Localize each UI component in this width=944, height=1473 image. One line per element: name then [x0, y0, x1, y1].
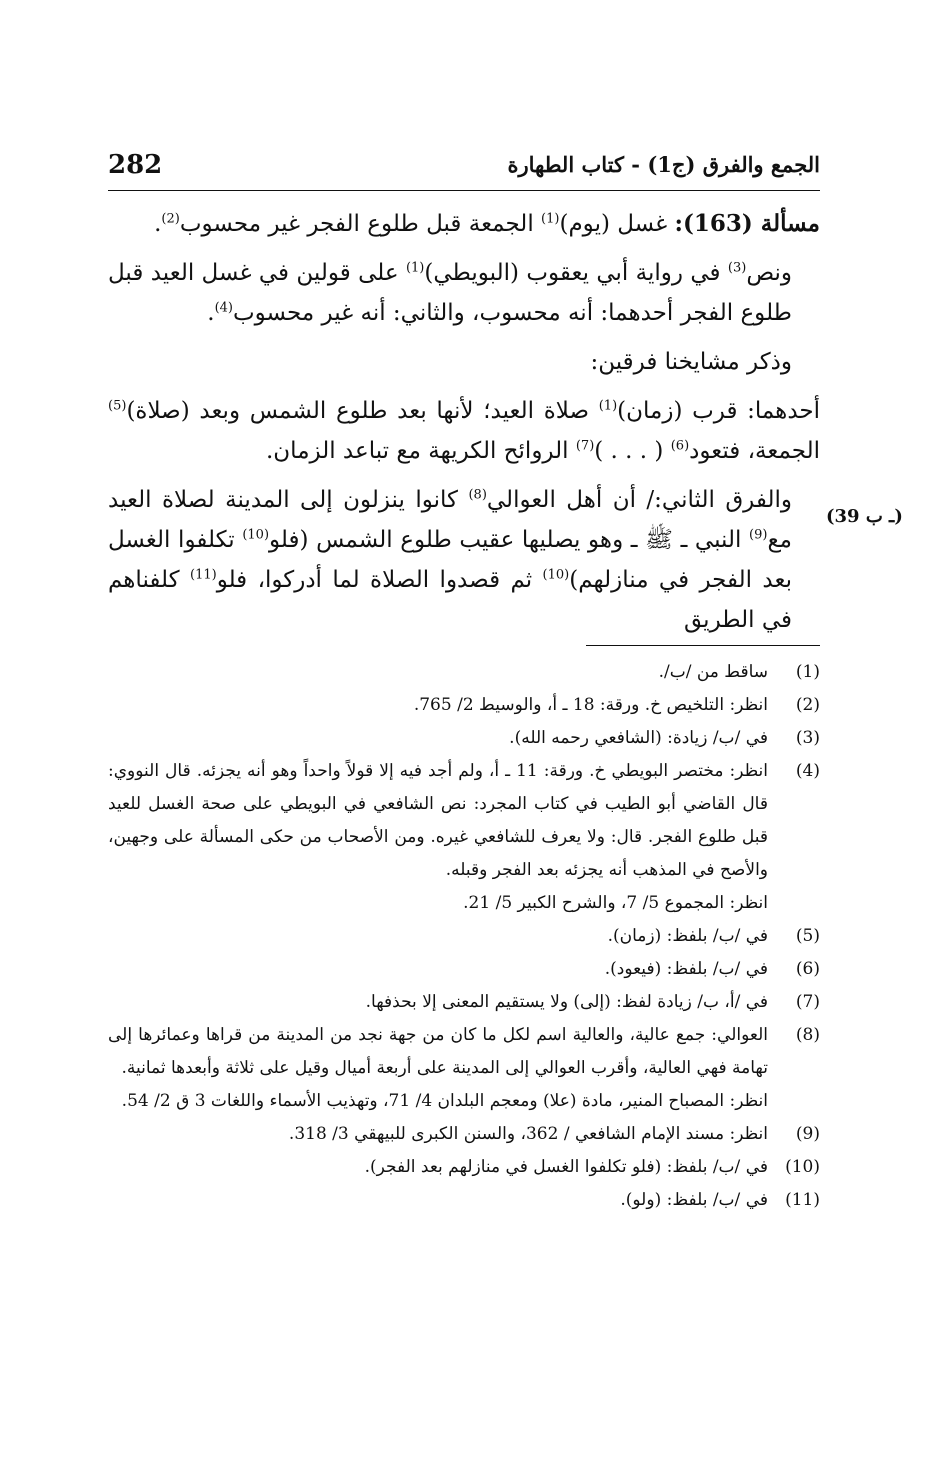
footnote-ref: (9)	[749, 527, 768, 543]
footnote-text: انظر: التلخيص خ. ورقة: 18 ـ أ، والوسيط 2/ 765.	[413, 695, 768, 715]
text-span: وذكر مشايخنا فرقين:	[590, 349, 792, 375]
footnote-continuation: انظر: المجموع 5/ 7، والشرح الكبير 5/ 21.	[463, 893, 768, 913]
footnote-text: في /ب/ بلفظ: (فيعود).	[604, 959, 768, 979]
footnote-number: (1)	[795, 662, 820, 682]
footnote-number: (5)	[795, 926, 820, 946]
footnote	[108, 1151, 820, 1184]
footnote-number: (4)	[795, 761, 820, 781]
paragraph-text	[108, 391, 820, 471]
footnote-ref: (10)	[542, 567, 570, 583]
paragraph-text	[108, 342, 820, 382]
footnote-ref: (10)	[242, 527, 270, 543]
footnote-ref: (6)	[670, 438, 690, 454]
footnote-ref: (11)	[189, 567, 217, 583]
margin-folio-note: (39 ـ ب)	[826, 506, 903, 527]
footnote-number: (9)	[795, 1124, 820, 1144]
text-span: ثم قصدوا الصلاة لما أدركوا، فلو	[216, 567, 543, 593]
footnote	[108, 953, 820, 986]
footnote-number: (2)	[795, 695, 820, 715]
footnote-continuation: انظر: المصباح المنير، مادة (علا) ومعجم البلدان 4/ 71، وتهذيب الأسماء واللغات 3 ق 2/ 54.	[121, 1091, 768, 1111]
footnote	[108, 1184, 820, 1217]
footnote-text: في /ب/ بلفظ: (زمان).	[607, 926, 768, 946]
paragraph-issue-163	[108, 204, 820, 244]
footnote-number: (10)	[785, 1157, 820, 1177]
text-span: والفرق الثاني:/ أن أهل العوالي	[486, 487, 792, 513]
main-text	[108, 204, 820, 649]
text-span: الروائح الكريهة مع تباعد الزمان.	[265, 438, 576, 464]
footnote	[108, 920, 820, 953]
text-span: أحدهما: قرب (زمان)	[617, 398, 820, 424]
text-span: ونص	[746, 260, 792, 286]
footnote-ref: (1)	[405, 260, 425, 276]
footnote	[108, 1019, 820, 1085]
text-span: في رواية أبي يعقوب (البويطي)	[424, 260, 728, 286]
text-span: كلفناهم في الطريق	[108, 567, 792, 633]
header-rule	[108, 190, 820, 191]
footnote-ref: (4)	[214, 300, 233, 316]
footnote	[108, 1118, 820, 1151]
footnote-ref: (1)	[598, 398, 618, 414]
footnote-text: انظر: مختصر البويطي خ. ورقة: 11 ـ أ، ولم أجد فيه إلا قولاً واحداً وهو أنه يجزئه. قال النووي: قال القاضي أبو الطيب في كتاب المجرد: نص الشافعي في البويطي على صحة الغسل للعيد قبل طلوع الفجر. قال: ولا يعرف للشافعي غيره. ومن الأصحاب من حكى المسألة على وجهين، والأصح في المذهب أنه يجزئه بعد الفجر وقبله.	[108, 761, 768, 880]
text-span: .	[154, 211, 162, 237]
footnote-text: العوالي: جمع عالية، والعالية اسم لكل ما كان من جهة نجد من المدينة من قراها وعمائرها إلى تهامة فهي العالية، وأقرب العوالي إلى المدينة على أربعة أميال وقيل على ثلاثة وأبعدها ثمانية.	[108, 1025, 768, 1078]
footnote-ref: (8)	[468, 487, 487, 503]
footnote	[108, 986, 820, 1019]
text-span: صلاة العيد؛ لأنها بعد طلوع الشمس وبعد (صلاة)	[126, 398, 599, 424]
footnote-ref: (1)	[541, 211, 560, 227]
text-span: .	[207, 300, 215, 326]
footnote-text: في /أ، ب/ زيادة لفظ: (إلى) ولا يستقيم المعنى إلا بحذفها.	[365, 992, 768, 1012]
footnote-ref: (3)	[727, 260, 747, 276]
footnote-ref: (2)	[161, 211, 180, 227]
footnote-number: (7)	[795, 992, 820, 1012]
text-span: كانوا ينزلون إلى المدينة لصلاة العيد مع	[108, 487, 792, 553]
footnote	[108, 689, 820, 722]
text-span: ( . . . )	[594, 438, 671, 464]
footnote	[108, 755, 820, 887]
running-title: الجمع والفرق (ج1) - كتاب الطهارة	[507, 152, 820, 177]
text-span: الجمعة قبل طلوع الفجر غير محسوب	[179, 211, 542, 237]
footnote-text: ساقط من /ب/.	[658, 662, 768, 682]
footnote-number: (3)	[795, 728, 820, 748]
footnote	[108, 722, 820, 755]
text-span: النبي ـ ﷺ ـ وهو يصليها عقيب طلوع الشمس (فلو	[269, 527, 749, 553]
footnote-ref: (7)	[575, 438, 595, 454]
footnote-text: في /ب/ بلفظ: (ولو).	[620, 1190, 768, 1210]
page-header	[108, 150, 820, 192]
footnote-number: (11)	[785, 1190, 820, 1210]
issue-heading: مسألة (163):	[674, 210, 820, 237]
footnote-text: في /ب/ زيادة: (الشافعي رحمه الله).	[509, 728, 768, 748]
text-span: على قولين في غسل العيد قبل طلوع الفجر أحدهما: أنه محسوب، والثاني: أنه غير محسوب	[108, 260, 792, 326]
footnote-text: في /ب/ بلفظ: (فلو تكلفوا الغسل في منازلهم بعد الفجر).	[364, 1157, 768, 1177]
text-span: تكلفوا الغسل بعد الفجر في منازلهم)	[108, 527, 792, 593]
paragraph-text	[108, 253, 820, 333]
footnote-separator	[586, 645, 820, 646]
page-number: 282	[108, 150, 163, 180]
paragraph-text	[108, 480, 820, 640]
footnote	[108, 656, 820, 689]
footnote-ref: (5)	[108, 398, 127, 414]
footnotes	[108, 656, 820, 1217]
footnote-number: (6)	[795, 959, 820, 979]
footnote-number: (8)	[795, 1025, 820, 1045]
text-span: الجمعة، فتعود	[689, 438, 820, 464]
text-span: غسل (يوم)	[559, 211, 675, 237]
footnote-text: انظر: مسند الإمام الشافعي / 362، والسنن الكبرى للبيهقي 3/ 318.	[288, 1124, 768, 1144]
